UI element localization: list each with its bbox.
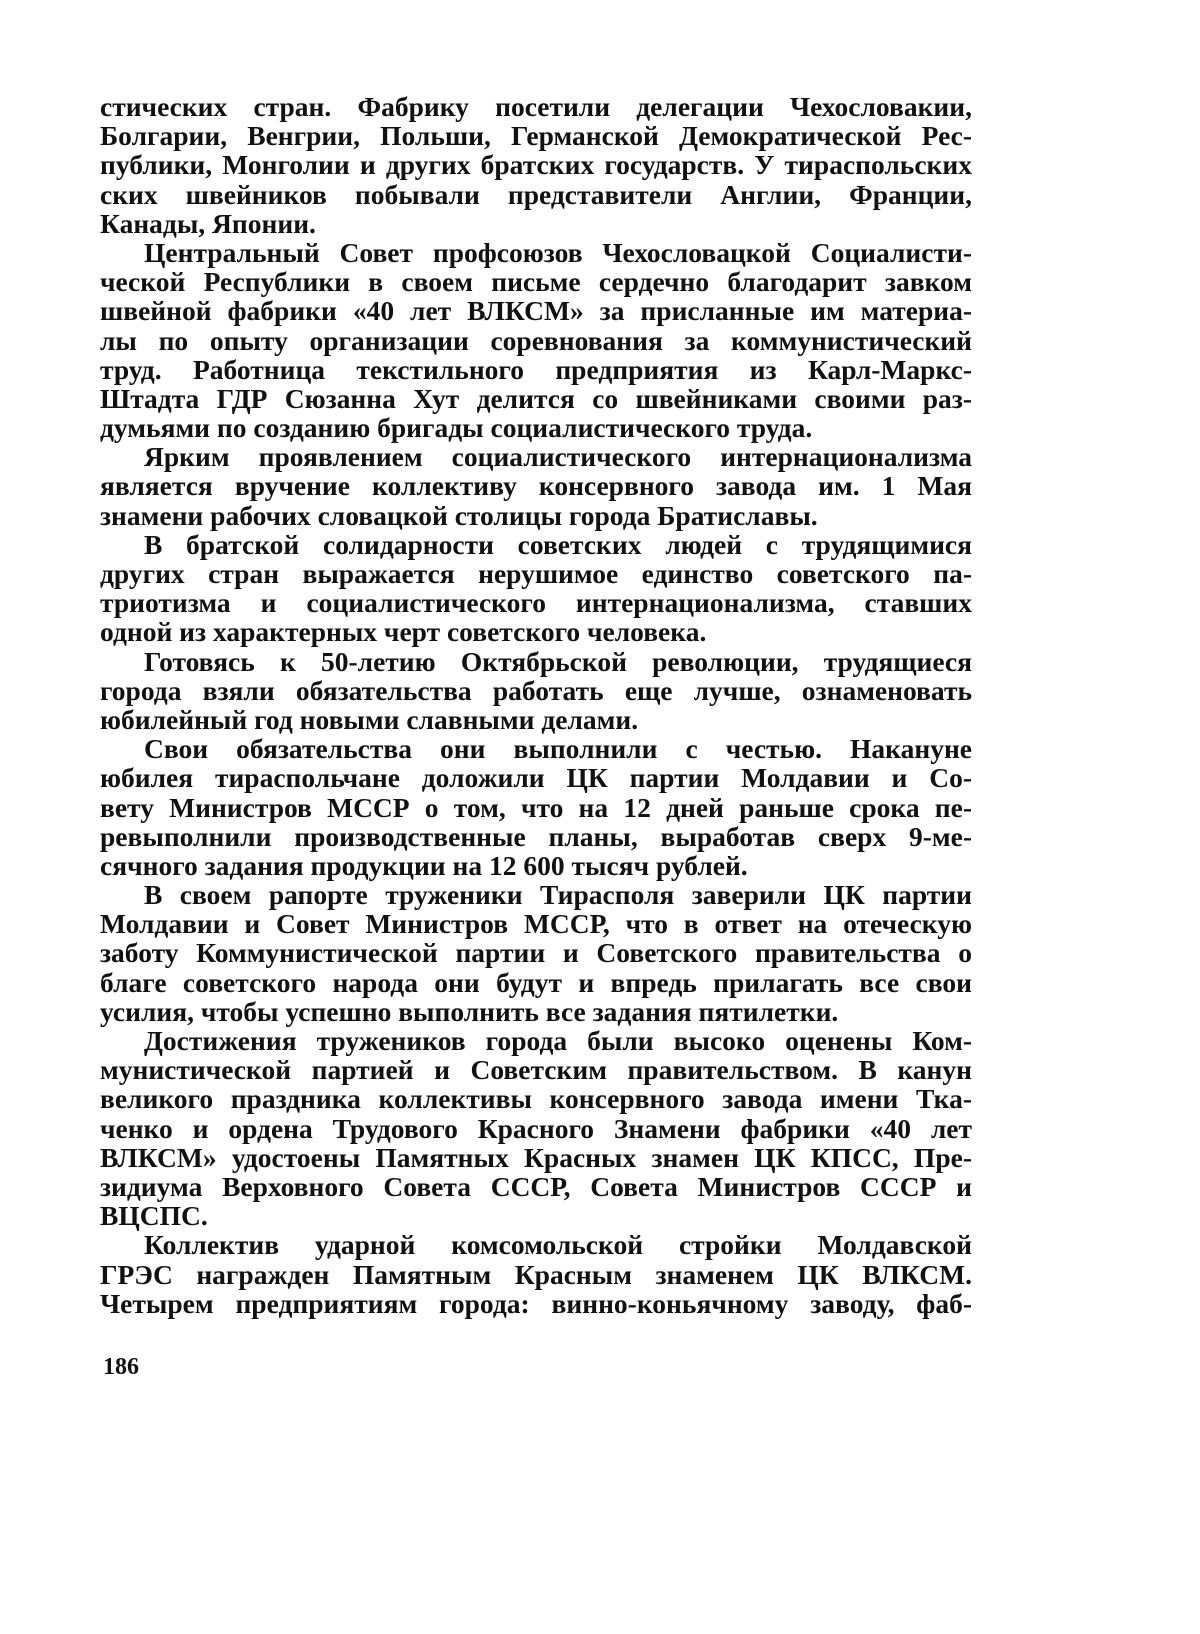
text-line: Болгарии, Венгрии, Польши, Германской Демократической Рес- [100, 120, 972, 152]
text-line: Достижения тружеников города были высоко оценены Ком- [144, 1025, 972, 1056]
text-line: Четырем предприятиям города: винно-коньячному заводу, фаб- [100, 1287, 972, 1319]
text-line: ВЛКСМ» удостоены Памятных Красных знамен ЦК КПСС, Пре- [100, 1141, 972, 1173]
text-line: знамени рабочих словацкой столицы города Братиславы. [100, 499, 818, 531]
text-line: труд. Работница текстильного предприятия из Карл-Маркс- [100, 353, 972, 385]
text-line: ВЦСПС. [100, 1200, 208, 1232]
text-line: публики, Монголии и других братских государств. У тираспольских [100, 149, 972, 181]
text-line: В своем рапорте труженики Тирасполя заверили ЦК партии [144, 879, 972, 911]
text-line: лы по опыту организации соревнования за коммунистический [100, 324, 972, 356]
text-line: сячного задания продукции на 12 600 тысяч рублей. [100, 849, 748, 881]
text-line: Ярким проявлением социалистического интернационализма [144, 441, 972, 473]
text-line: Свои обязательства они выполнили с честью. Накануне [144, 733, 972, 765]
text-line: Канады, Японии. [100, 207, 316, 239]
text-line: думьями по созданию бригады социалистического труда. [100, 412, 813, 444]
text-line: зидиума Верховного Совета СССР, Совета Министров СССР и [100, 1170, 972, 1202]
text-line: Готовясь к 50-летию Октябрьской революции, трудящиеся [144, 645, 972, 677]
text-line: одной из характерных черт советского человека. [100, 616, 707, 648]
text-line: ских швейников побывали представители Англии, Франции, [100, 178, 972, 210]
page-body [100, 92, 972, 1318]
text-line: триотизма и социалистического интернационализма, ставших [100, 587, 972, 619]
text-line: ГРЭС награжден Памятным Красным знаменем ЦК ВЛКСМ. [100, 1258, 972, 1290]
text-line: вету Министров МССР о том, что на 12 дней раньше срока пе- [100, 791, 972, 823]
text-line: великого праздника коллективы консервного завода имени Тка- [100, 1083, 972, 1115]
text-line: других стран выражается нерушимое единство советского па- [100, 558, 972, 589]
text-line: города взяли обязательства работать еще лучше, ознаменовать [100, 674, 972, 706]
text-line: ревыполнили производственные планы, выработав сверх 9-ме- [100, 820, 972, 852]
text-line: усилия, чтобы успешно выполнить все задания пятилетки. [100, 995, 839, 1027]
text-line: юбилея тираспольчане доложили ЦК партии Молдавии и Со- [100, 762, 972, 794]
text-line: В братской солидарности советских людей с трудящимися [144, 528, 972, 560]
text-line: юбилейный год новыми славными делами. [100, 703, 639, 735]
text-line: стических стран. Фабрику посетили делегации Чехословакии, [100, 91, 972, 122]
text-line: Центральный Совет профсоюзов Чехословацкой Социалисти- [144, 236, 972, 268]
text-line: Молдавии и Совет Министров МССР, что в ответ на отеческую [100, 908, 972, 940]
text-line: заботу Коммунистической партии и Советского правительства о [100, 937, 972, 969]
text-line: мунистической партией и Советским правительством. В канун [100, 1054, 972, 1086]
page-number: 186 [103, 1354, 139, 1380]
text-line: Штадта ГДР Сюзанна Хут делится со швейниками своими раз- [100, 382, 972, 414]
text-line: является вручение коллективу консервного завода им. 1 Мая [100, 470, 972, 502]
text-line: благе советского народа они будут и впредь прилагать все свои [100, 966, 972, 998]
text-line: ческой Республики в своем письме сердечно благодарит завком [100, 266, 972, 298]
text-line: швейной фабрики «40 лет ВЛКСМ» за присланные им материа- [100, 295, 972, 327]
text-line: ченко и ордена Трудового Красного Знамени фабрики «40 лет [100, 1112, 972, 1144]
text-line: Коллектив ударной комсомольской стройки Молдавской [144, 1229, 972, 1261]
